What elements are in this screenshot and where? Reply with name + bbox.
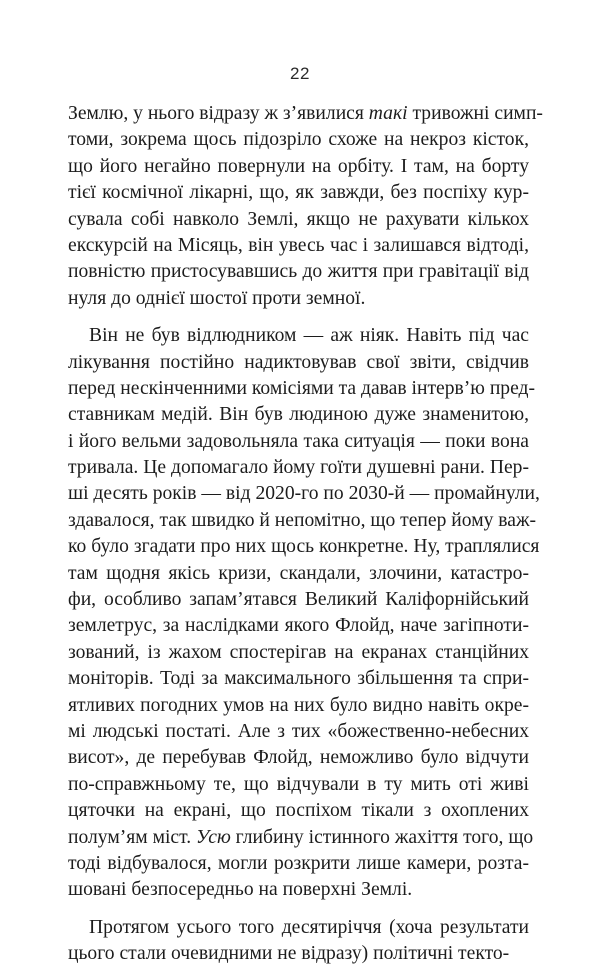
text-line	[68, 481, 540, 507]
text-run: тієї космічної лікарні, що, як завжди, без поспіху кур-	[68, 182, 529, 204]
text-run: і його вельми задовольняла така ситуація — поки вона	[68, 430, 529, 452]
text-run: лікування постійно надиктовував свої звіти, свідчив	[68, 351, 529, 373]
text-line	[68, 798, 529, 824]
text-line	[68, 127, 529, 153]
text-run: висот», де перебував Флойд, неможливо було відчути	[68, 747, 529, 769]
text-line	[68, 915, 529, 941]
text-run: екскурсій на Місяць, він увесь час і залишався відтоді,	[68, 234, 529, 256]
text-run: Він не був відлюдником — аж ніяк. Навіть під час	[89, 325, 529, 347]
text-run: здавалося, так швидко й непомітно, що тепер йому важ-	[68, 509, 537, 531]
text-run: мі людські постаті. Але з тих «божественно-небесних	[68, 720, 529, 742]
text-run: шовані безпосередньо на поверхні Землі.	[68, 879, 413, 901]
text-run: фи, особливо запам’ятався Великий Каліфорнійський	[68, 589, 529, 611]
text-run: ятливих погодних умов на них було видно навіть окре-	[68, 694, 529, 716]
text-run: там щодня якісь кризи, скандали, злочини, катастро-	[68, 562, 529, 584]
text-line	[68, 402, 529, 428]
text-run: землетрус, за наслідками якого Флойд, наче загіпноти-	[68, 615, 529, 637]
text-line	[68, 207, 529, 233]
text-line	[68, 429, 529, 455]
text-line	[68, 534, 540, 560]
text-line	[68, 666, 529, 692]
text-line	[68, 941, 529, 967]
text-line	[68, 561, 529, 587]
text-line	[68, 455, 529, 481]
text-run: цього стали очевидними не відразу) політичні текто-	[68, 943, 510, 965]
page-number: 22	[290, 64, 310, 83]
text-run: сувала собі навколо Землі, якщо не рахувати кількох	[68, 208, 529, 230]
text-line	[68, 587, 529, 613]
text-run: перед нескінченними комісіями та давав інтерв’ю пред-	[68, 377, 536, 399]
text-run: цяточки на екрані, що поспіхом тікали з охоплених	[68, 800, 529, 822]
text-line	[68, 877, 529, 903]
text-run: що його негайно повернули на орбіту. І там, на борту	[68, 155, 529, 177]
text-run: полум’ям міст.	[68, 826, 196, 848]
text-run: моніторів. Тоді за максимального збільшення та спри-	[68, 668, 529, 690]
text-line	[68, 772, 529, 798]
body-text	[68, 101, 543, 968]
text-line	[68, 851, 529, 877]
text-line	[68, 259, 529, 285]
text-run: ші десять років — від 2020-го по 2030-й — промайнули,	[68, 483, 540, 505]
text-line	[68, 640, 529, 666]
text-line	[68, 154, 529, 180]
text-line	[68, 286, 529, 312]
text-run: повністю пристосувавшись до життя при гравітації від	[68, 261, 529, 283]
text-line	[68, 693, 529, 719]
text-run: зований, із жахом спостерігав на екранах станційних	[68, 641, 529, 663]
italic-run: такі	[368, 103, 408, 124]
text-run: Землю, у нього відразу ж з’явилися	[68, 103, 369, 124]
text-run: по-справжньому те, що відчували в ту мить оті живі	[68, 773, 529, 795]
text-line	[68, 323, 529, 349]
text-run: ко було згадати про них щось конкретне. Ну, траплялися	[68, 536, 540, 558]
text-line	[68, 825, 534, 851]
text-run: нуля до однієї шостої проти земної.	[68, 287, 366, 309]
text-line	[68, 233, 529, 259]
text-line	[68, 101, 543, 127]
text-line	[68, 719, 529, 745]
text-run: глибину істинного жахіття того, що	[230, 826, 534, 848]
text-line	[68, 376, 536, 402]
text-run: тривожні симп-	[407, 103, 543, 124]
text-run: томи, зокрема щось підозріло схоже на некроз кісток,	[68, 129, 529, 151]
text-line	[68, 350, 529, 376]
text-run: Протягом усього того десятиріччя (хоча результати	[89, 916, 529, 938]
text-line	[68, 508, 537, 534]
text-run: тоді відбувалося, могли розкрити лише камери, розта-	[68, 852, 529, 874]
text-run: тривала. Це допомагало йому гоїти душевні рани. Пер-	[68, 457, 529, 479]
text-line	[68, 745, 529, 771]
italic-run: Усю	[196, 826, 231, 848]
text-line	[68, 180, 529, 206]
text-line	[68, 613, 529, 639]
text-run: ставникам медій. Він був людиною дуже знаменитою,	[68, 404, 529, 426]
